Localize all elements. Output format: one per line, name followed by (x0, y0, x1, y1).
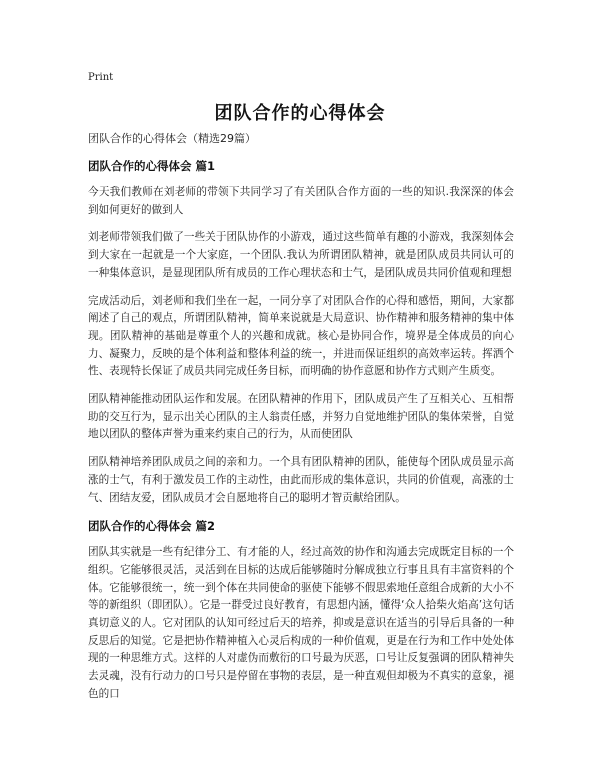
paragraph: 今天我们教师在刘老师的带领下共同学习了有关团队合作方面的一些的知识.我深深的体会到如何更好的做到人 (88, 186, 514, 216)
document-subtitle: 团队合作的心得体会（精选29篇） (88, 132, 256, 145)
paragraph: 团队其实就是一些有纪律分工、有才能的人，经过高效的协作和沟通去完成既定目标的一个组织。它能够很灵活，灵活到在目标的达成后能够随时分解成独立行事且具有丰富资料的个体。它能够很统一，统一到个体在共同使命的驱使下能够不假思索地任意组合成新的大小不等的新组织（即团队）。它是一群受过良好教育，有思想内涵，懂得‘众人拾柴火焰高’这句话真切意义的人。它对团队的认知可经过后天的培养，抑或是意识在适当的引导后具备的一种反思后的知觉。它是把协作精神植入心灵后构成的一种价值观，更是在行为和工作中处处体现的一种思维方式。这样的人对虚伪而敷衍的口号最为厌恶，口号让反复强调的团队精神失去灵魂，没有行动力的口号只是停留在事物的表层，是一种直观但却极为不真实的意象，褪色的口 (88, 546, 514, 700)
paragraph: 完成活动后，刘老师和我们坐在一起，一同分享了对团队合作的心得和感悟，期间，大家都阐述了自己的观点，所谓团队精神，简单来说就是大局意识、协作精神和服务精神的集中体现。团队精神的基础是尊重个人的兴趣和成就。核心是协同合作，境界是全体成员的向心力、凝聚力，反映的是个体利益和整体利益的统一，并进而保证组织的高效率运转。挥洒个性、表现特长保证了成员共同完成任务目标，而明确的协作意愿和协作方式则产生质变。 (88, 294, 514, 378)
paragraph: 团队精神能推动团队运作和发展。在团队精神的作用下，团队成员产生了互相关心、互相帮助的交互行为，显示出关心团队的主人翁责任感，并努力自觉地维护团队的集体荣誉，自觉地以团队的整体声誉为重来约束自己的行为，从而使团队 (88, 393, 514, 441)
section-2 (88, 517, 514, 703)
section-heading: 团队合作的心得体会 篇1 (88, 159, 216, 173)
paragraph: 团队精神培养团队成员之间的亲和力。一个具有团队精神的团队，能使每个团队成员显示高涨的士气，有利于激发员工作的主动性，由此而形成的集体意识，共同的价值观，高涨的士气、团结友爱，团队成员才会自愿地将自己的聪明才智贡献给团队。 (88, 456, 514, 504)
section-heading: 团队合作的心得体会 篇2 (88, 519, 216, 534)
document-title: 团队合作的心得体会 (214, 103, 386, 124)
section-1 (88, 157, 514, 507)
document-body (88, 130, 514, 714)
paragraph: 刘老师带领我们做了一些关于团队协作的小游戏，通过这些简单有趣的小游戏，我深刻体会到大家在一起就是一个大家庭，一个团队.我认为所谓团队精神，就是团队成员共同认可的一种集体意识，是显现团队所有成员的工作心理状态和士气，是团队成员共同价值观和理想 (88, 231, 514, 279)
print-label: Print (88, 72, 114, 83)
